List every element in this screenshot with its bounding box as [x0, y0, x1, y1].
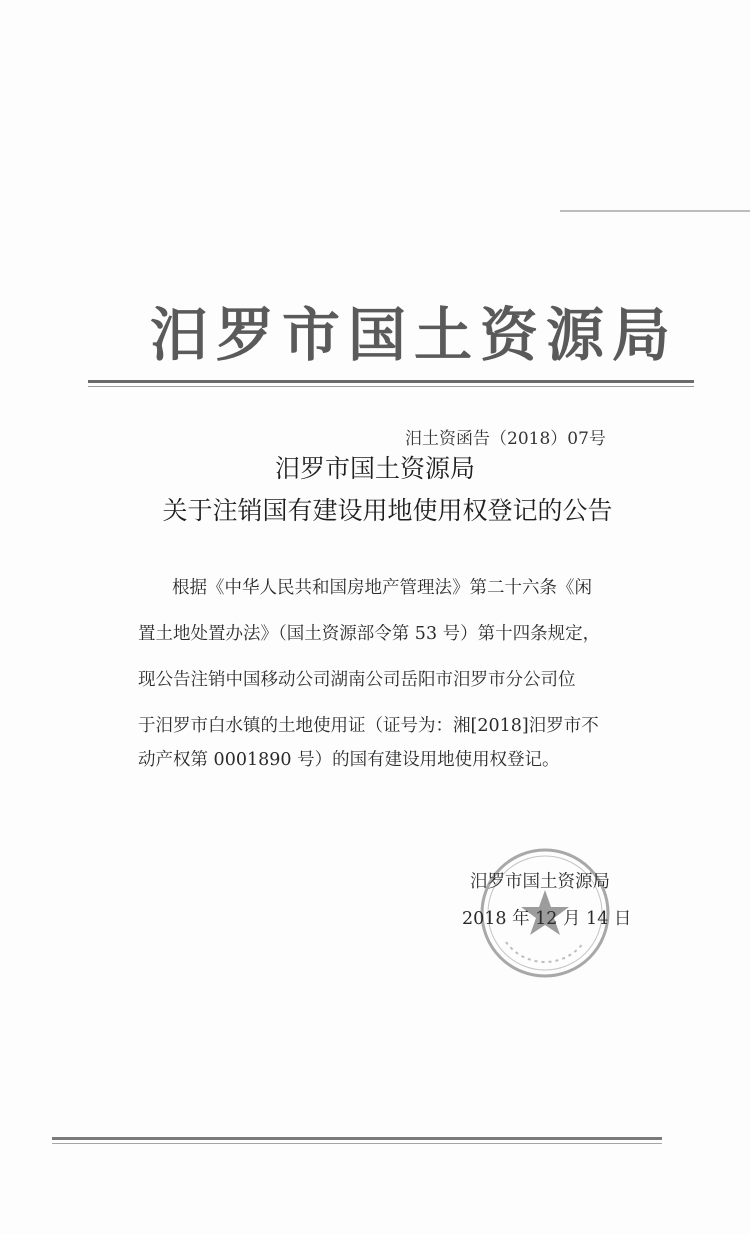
body-text-line: 现公告注销中国移动公司湖南公司岳阳市汨罗市分公司位 [138, 670, 576, 690]
letterhead-rule [88, 380, 694, 383]
footer-rule [52, 1137, 662, 1140]
body-text-line: 置土地处置办法》（国土资源部令第 53 号）第十四条规定， [138, 624, 601, 644]
body-text-line: 于汨罗市白水镇的土地使用证（证号为：湘[2018]汨罗市不 [138, 716, 599, 736]
scan-edge-line [560, 210, 750, 212]
body-text-line: 动产权第 0001890 号）的国有建设用地使用权登记。 [138, 750, 560, 770]
notice-title-line-1: 汨罗市国土资源局 [274, 454, 475, 483]
letterhead-rule-thin [88, 386, 694, 387]
document-number: 汨土资函告（2018）07号 [405, 429, 606, 449]
notice-title-line-2: 关于注销国有建设用地使用权登记的公告 [162, 496, 613, 525]
footer-rule-thin [52, 1143, 662, 1144]
letterhead-title: 汨罗市国土资源局 [150, 301, 679, 369]
body-text-line: 根据《中华人民共和国房地产管理法》第二十六条《闲 [172, 578, 592, 598]
signature-date: 2018 年 12 月 14 日 [462, 909, 632, 929]
signature-organization: 汨罗市国土资源局 [470, 872, 610, 892]
